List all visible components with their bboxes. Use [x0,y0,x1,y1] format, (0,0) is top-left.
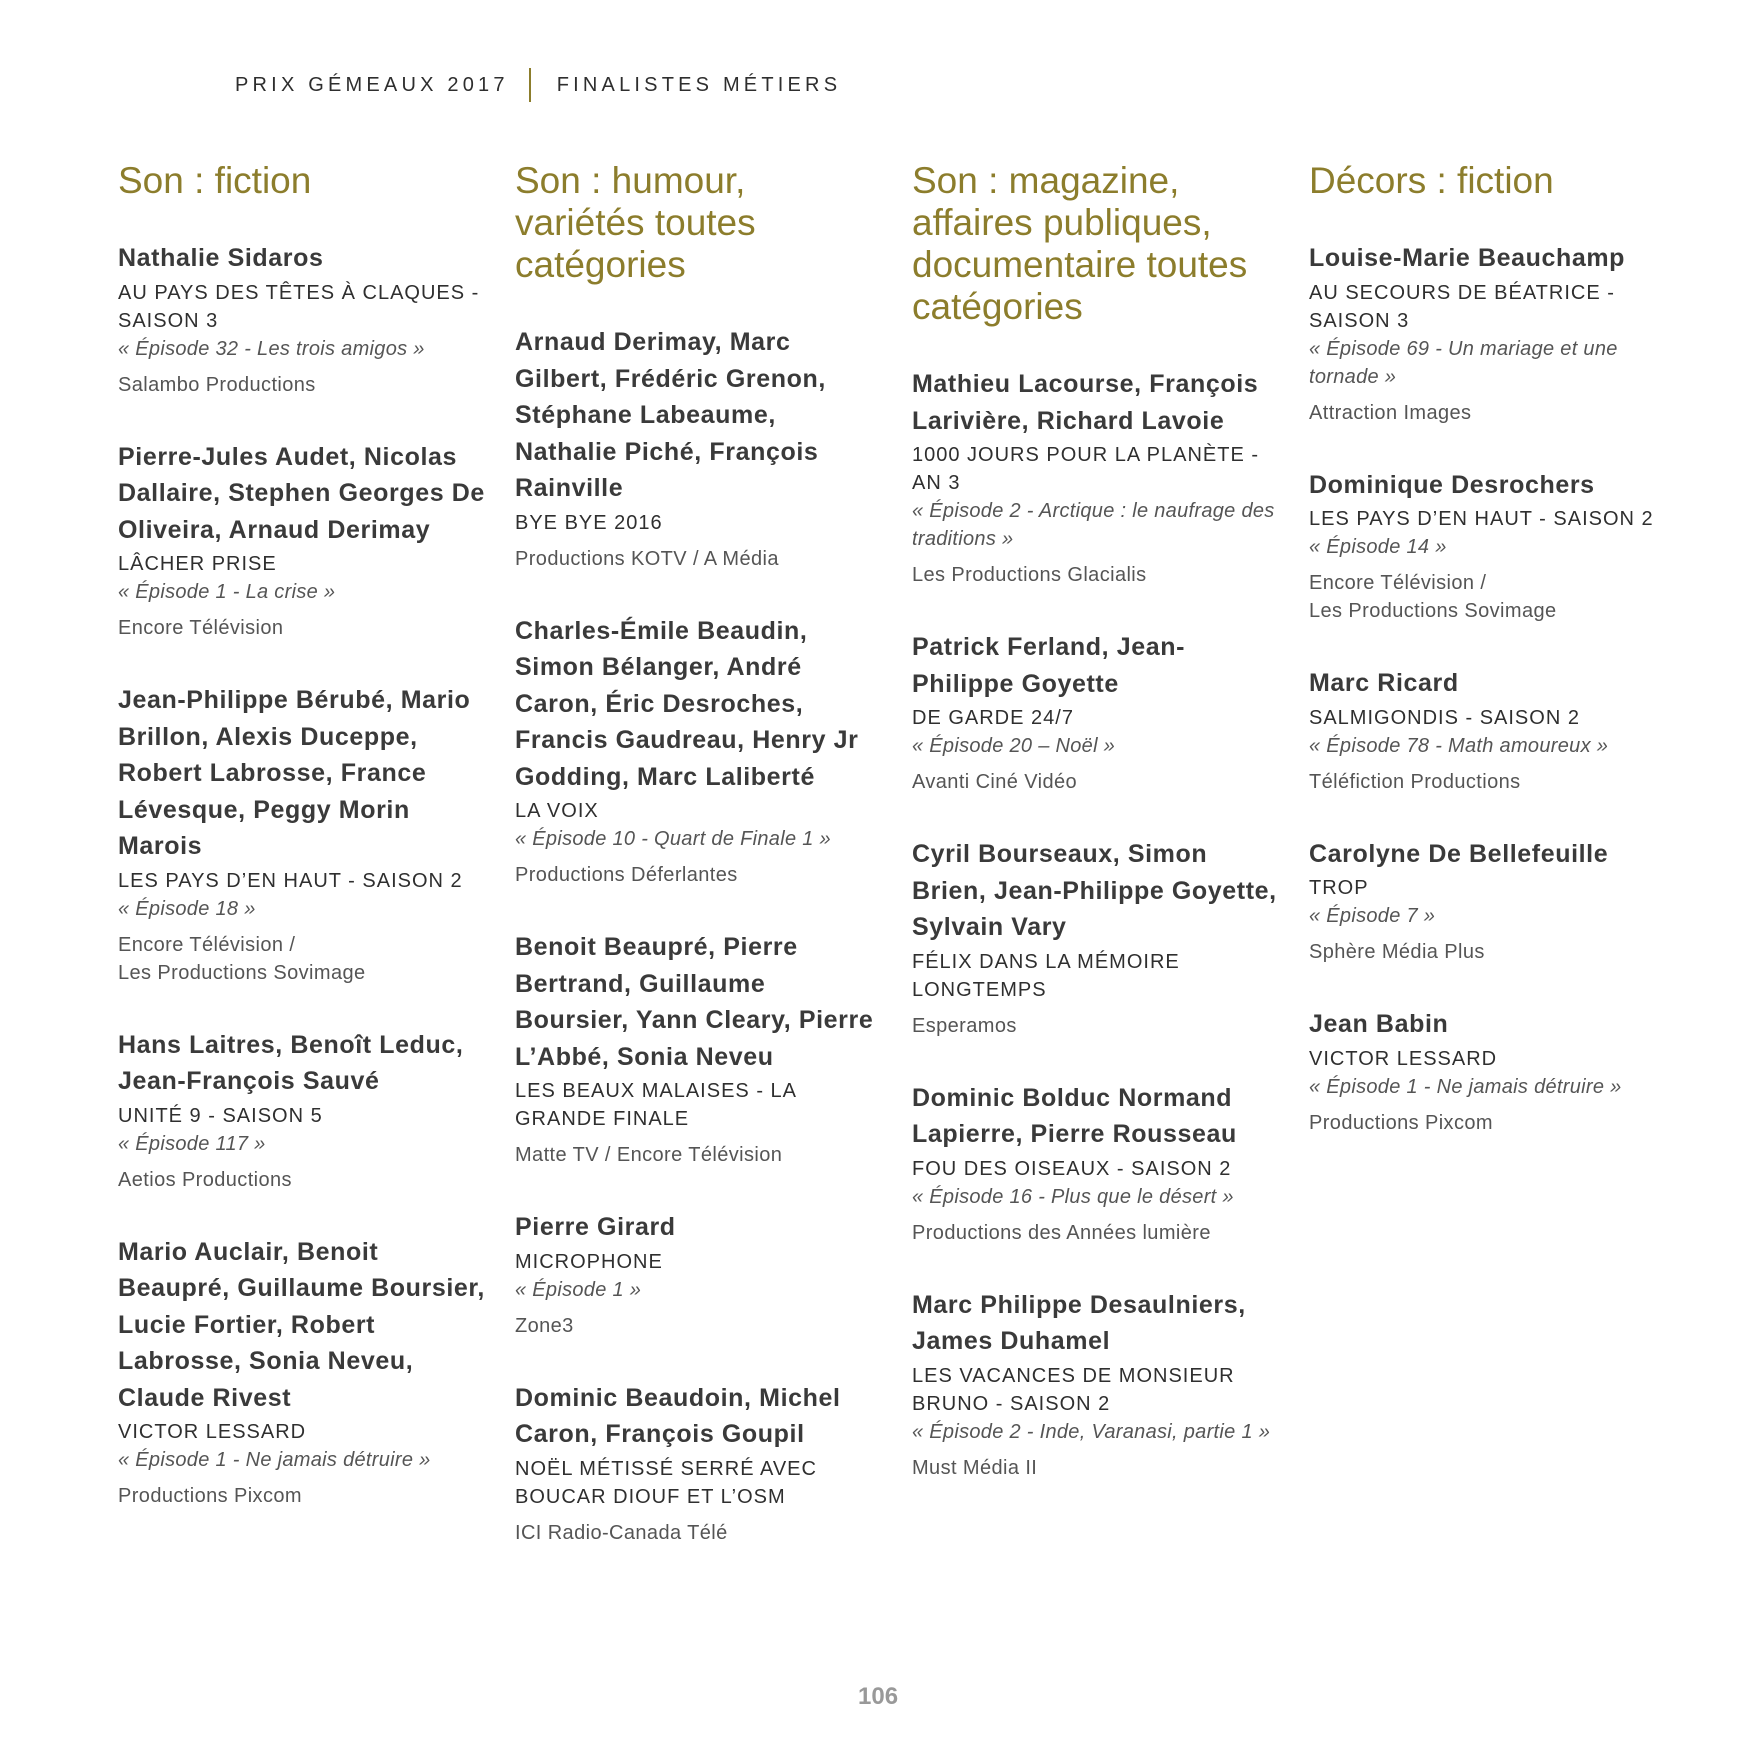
show-title: BYE BYE 2016 [515,511,663,534]
show-title: DE GARDE 24/7 [912,707,1074,729]
show-title: TROP [1309,877,1369,899]
production-company: Les Productions Glacialis [912,564,1147,586]
production-company: ICI Radio-Canada Télé [515,1521,728,1544]
episode-title: « Épisode 10 - Quart de Finale 1 » [515,828,831,850]
show-title: VICTOR LESSARD [118,1421,307,1443]
finalist-names: Louise-Marie Beauchamp [1309,244,1626,272]
production-company: Productions des Années lumière [912,1221,1211,1244]
header-subtitle: FINALISTES MÉTIERS [556,73,842,96]
show-title: LES PAYS D’EN HAUT - SAISON 2 [118,869,463,892]
finalist-entry [118,240,488,399]
finalist-entry [1309,467,1679,626]
production-company: Productions Pixcom [1309,1111,1493,1134]
finalist-names: Patrick Ferland, Jean-Philippe Goyette [912,633,1186,698]
finalist-names: Charles-Émile Beaudin, Simon Bélanger, André Caron, Éric Desroches, Francis Gaudreau, Henry Jr Godding, Marc Laliberté [515,616,859,791]
show-title: UNITÉ 9 - SAISON 5 [118,1104,323,1127]
episode-title: « Épisode 1 - Ne jamais détruire » [1309,1075,1622,1098]
finalist-names: Hans Laitres, Benoît Leduc, Jean-François Sauvé [118,1030,464,1095]
episode-title: « Épisode 2 - Inde, Varanasi, partie 1 » [912,1420,1271,1443]
finalist-entry [912,366,1282,589]
episode-title: « Épisode 16 - Plus que le désert » [912,1185,1234,1208]
finalist-names: Nathalie Sidaros [118,244,324,272]
finalist-names: Carolyne De Bellefeuille [1309,839,1609,868]
category-title: Son : humour, variétés toutes catégories [515,160,756,285]
header-title: PRIX GÉMEAUX 2017 [235,73,509,96]
production-company: Matte TV / Encore Télévision [515,1144,783,1166]
show-title: LES BEAUX MALAISES - LA GRANDE FINALE [515,1080,796,1130]
production-company: Must Média II [912,1456,1038,1479]
finalist-names: Benoit Beaupré, Pierre Bertrand, Guillaume Boursier, Yann Cleary, Pierre L’Abbé, Sonia Neveu [515,933,874,1071]
show-title: LES PAYS D’EN HAUT - SAISON 2 [1309,508,1654,530]
header-divider [529,68,531,102]
finalist-names: Jean-Philippe Bérubé, Mario Brillon, Alexis Duceppe, Robert Labrosse, France Lévesque, Peggy Morin Marois [118,686,471,860]
finalist-entry [912,1080,1282,1247]
show-title: LÂCHER PRISE [118,553,277,575]
production-company: Esperamos [912,1014,1017,1037]
finalist-entry [515,613,885,890]
episode-title: « Épisode 1 » [515,1278,642,1301]
episode-title: « Épisode 1 - La crise » [118,581,336,603]
finalist-names: Arnaud Derimay, Marc Gilbert, Frédéric Grenon, Stéphane Labeaume, Nathalie Piché, François Rainville [515,328,826,502]
finalist-names: Jean Babin [1309,1010,1449,1038]
show-title: VICTOR LESSARD [1309,1047,1498,1070]
page-number: 106 [858,1683,899,1710]
show-title: LES VACANCES DE MONSIEUR BRUNO - SAISON 2 [912,1364,1235,1415]
show-title: MICROPHONE [515,1250,663,1273]
finalist-entry [515,324,885,573]
finalist-names: Cyril Bourseaux, Simon Brien, Jean-Philippe Goyette, Sylvain Vary [912,840,1277,941]
category-column [912,160,1282,1522]
finalist-entry [912,1287,1282,1482]
production-company: Encore Télévision [118,617,284,639]
finalist-names: Dominic Bolduc Normand Lapierre, Pierre Rousseau [912,1083,1237,1148]
production-company: Productions Pixcom [118,1485,302,1507]
finalist-entry [118,1234,488,1511]
episode-title: « Épisode 78 - Math amoureux » [1309,734,1609,757]
show-title: AU PAYS DES TÊTES À CLAQUES - SAISON 3 [118,281,480,332]
finalist-names: Dominique Desrochers [1309,470,1595,499]
finalist-entry [515,929,885,1169]
finalist-names: Dominic Beaudoin, Michel Caron, François Goupil [515,1383,841,1448]
category-title: Décors : fiction [1309,160,1554,201]
show-title: AU SECOURS DE BÉATRICE - SAISON 3 [1309,281,1615,332]
finalist-entry [1309,836,1679,967]
finalist-names: Pierre-Jules Audet, Nicolas Dallaire, Stephen Georges De Oliveira, Arnaud Derimay [118,442,485,544]
finalist-entry [912,629,1282,796]
category-title: Son : magazine, affaires publiques, documentaire toutes catégories [912,160,1248,327]
finalist-names: Pierre Girard [515,1213,676,1241]
episode-title: « Épisode 69 - Un mariage et une tornade » [1309,337,1618,388]
episode-title: « Épisode 32 - Les trois amigos » [118,337,425,360]
episode-title: « Épisode 18 » [118,897,256,920]
finalist-entry [118,682,488,987]
show-title: 1000 JOURS POUR LA PLANÈTE - AN 3 [912,444,1260,494]
show-title: LA VOIX [515,800,599,822]
finalist-names: Mario Auclair, Benoit Beaupré, Guillaume Boursier, Lucie Fortier, Robert Labrosse, Sonia Neveu, Claude Rivest [118,1237,485,1412]
finalist-names: Marc Ricard [1309,669,1459,697]
category-column [1309,160,1679,1177]
episode-title: « Épisode 1 - Ne jamais détruire » [118,1449,431,1471]
category-column [515,160,885,1587]
production-company: Salambo Productions [118,373,316,396]
finalist-names: Marc Philippe Desaulniers, James Duhamel [912,1290,1246,1355]
finalist-names: Mathieu Lacourse, François Larivière, Richard Lavoie [912,370,1259,435]
finalist-entry [1309,665,1679,796]
finalist-entry [118,1027,488,1194]
episode-title: « Épisode 20 – Noël » [912,735,1116,757]
production-company: Aetios Productions [118,1168,292,1191]
production-company: Téléfiction Productions [1309,770,1521,793]
finalist-entry [1309,240,1679,427]
show-title: FÉLIX DANS LA MÉMOIRE LONGTEMPS [912,950,1180,1001]
page-header [235,68,841,102]
show-title: SALMIGONDIS - SAISON 2 [1309,706,1580,729]
production-company: Sphère Média Plus [1309,941,1485,963]
finalist-entry [912,836,1282,1040]
production-company: Zone3 [515,1314,574,1337]
production-company: Productions Déferlantes [515,864,738,886]
category-title: Son : fiction [118,160,312,201]
show-title: FOU DES OISEAUX - SAISON 2 [912,1157,1232,1180]
production-company: Encore Télévision / Les Productions Sovimage [1309,572,1557,622]
finalist-entry [1309,1006,1679,1137]
production-company: Attraction Images [1309,401,1472,424]
episode-title: « Épisode 117 » [118,1132,266,1155]
episode-title: « Épisode 2 - Arctique : le naufrage des traditions » [912,500,1275,550]
finalist-entry [515,1380,885,1547]
finalist-entry [515,1209,885,1340]
category-column [118,160,488,1550]
episode-title: « Épisode 7 » [1309,905,1436,927]
production-company: Avanti Ciné Vidéo [912,771,1078,793]
production-company: Productions KOTV / A Média [515,547,779,570]
episode-title: « Épisode 14 » [1309,536,1447,558]
show-title: NOËL MÉTISSÉ SERRÉ AVEC BOUCAR DIOUF ET L’OSM [515,1457,817,1508]
production-company: Encore Télévision / Les Productions Sovimage [118,933,366,984]
finalist-entry [118,439,488,643]
